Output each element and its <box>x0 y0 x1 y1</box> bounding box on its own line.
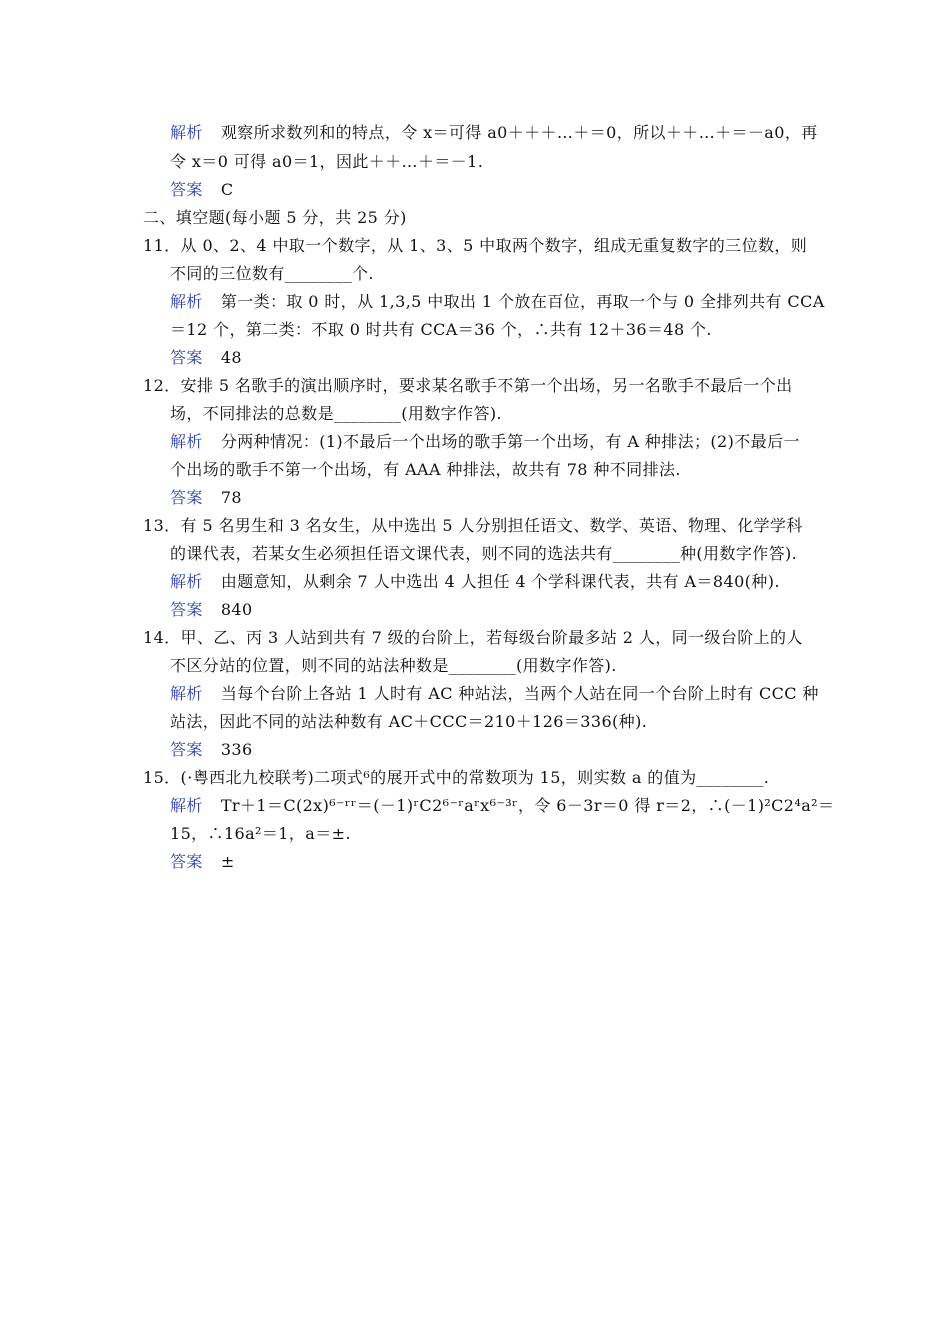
q14-answer <box>170 739 253 761</box>
q15-analysis-line1 <box>170 795 834 817</box>
analysis-text: 由题意知，从剩余 7 人中选出 4 人担任 4 个学科课代表，共有 A＝840(种). <box>220 572 780 591</box>
section-heading: 二、填空题(每小题 5 分，共 25 分) <box>143 208 407 227</box>
q11-analysis-line1 <box>170 291 825 313</box>
q13-answer <box>170 599 253 621</box>
analysis-text: Tr＋1＝C(2x)⁶⁻ʳʳ＝(－1)ʳC2⁶⁻ʳaʳx⁶⁻³ʳ，令 6－3r＝0 得 r＝2，∴(－1)²C2⁴a²＝ <box>220 796 835 815</box>
analysis-label: 解析 <box>170 123 203 142</box>
q12-analysis-line1 <box>170 431 800 453</box>
answer-label: 答案 <box>170 740 203 759</box>
q12-analysis-line2: 个出场的歌手不第一个出场，有 AAA 种排法，故共有 78 种不同排法. <box>170 460 681 479</box>
q13-question-line1: 13．有 5 名男生和 3 名女生，从中选出 5 人分别担任语文、数学、英语、物理、化学学科 <box>143 516 803 535</box>
analysis-label: 解析 <box>170 796 203 815</box>
q10-analysis-line1 <box>170 122 818 144</box>
q12-question-line2: 场，不同排法的总数是________(用数字作答). <box>170 404 502 423</box>
q14-question-line2: 不区分站的位置，则不同的站法种数是________(用数字作答). <box>170 656 617 675</box>
answer-value: 78 <box>220 488 242 507</box>
analysis-text: 分两种情况：(1)不最后一个出场的歌手第一个出场，有 A 种排法；(2)不最后一 <box>220 432 800 451</box>
analysis-text: 当每个台阶上各站 1 人时有 AC 种站法，当两个人站在同一个台阶上时有 CCC 种 <box>220 684 819 703</box>
analysis-text: 第一类：取 0 时，从 1,3,5 中取出 1 个放在百位，再取一个与 0 全排列共有 CCA <box>220 292 825 311</box>
q11-analysis-line2: ＝12 个，第二类：不取 0 时共有 CCA＝36 个，∴共有 12＋36＝48 个. <box>170 320 712 339</box>
answer-value: ± <box>220 852 235 871</box>
q14-analysis-line1 <box>170 683 819 705</box>
q11-answer <box>170 347 242 369</box>
answer-label: 答案 <box>170 180 203 199</box>
analysis-label: 解析 <box>170 572 203 591</box>
q14-question-line1: 14．甲、乙、丙 3 人站到共有 7 级的台阶上，若每级台阶最多站 2 人，同一级台阶上的人 <box>143 628 803 647</box>
q10-analysis-line2: 令 x＝0 可得 a0＝1，因此＋＋…＋＝－1. <box>170 152 484 171</box>
q13-question-line2: 的课代表，若某女生必须担任语文课代表，则不同的选法共有________种(用数字作答). <box>170 544 798 563</box>
answer-label: 答案 <box>170 600 203 619</box>
q12-question-line1: 12．安排 5 名歌手的演出顺序时，要求某名歌手不第一个出场，另一名歌手不最后一个出 <box>143 376 793 395</box>
answer-label: 答案 <box>170 852 203 871</box>
answer-value: C <box>220 180 234 199</box>
answer-value: 840 <box>220 600 253 619</box>
q14-analysis-line2: 站法，因此不同的站法种数有 AC＋CCC＝210＋126＝336(种). <box>170 712 648 731</box>
q13-analysis-line1 <box>170 571 780 593</box>
q15-analysis-line2: 15，∴16a²＝1，a＝±. <box>170 824 351 843</box>
q12-answer <box>170 487 242 509</box>
analysis-label: 解析 <box>170 292 203 311</box>
q10-answer <box>170 179 233 201</box>
answer-label: 答案 <box>170 348 203 367</box>
analysis-label: 解析 <box>170 684 203 703</box>
q11-question-line1: 11．从 0、2、4 中取一个数字，从 1、3、5 中取两个数字，组成无重复数字的三位数，则 <box>143 236 808 255</box>
analysis-label: 解析 <box>170 432 203 451</box>
answer-value: 48 <box>220 348 242 367</box>
answer-value: 336 <box>220 740 253 759</box>
answer-label: 答案 <box>170 488 203 507</box>
q15-question-line1: 15．(·粤西北九校联考)二项式⁶的展开式中的常数项为 15，则实数 a 的值为________. <box>143 768 770 787</box>
analysis-text: 观察所求数列和的特点，令 x＝可得 a0＋＋＋…＋＝0，所以＋＋…＋＝－a0，再 <box>220 123 818 142</box>
q11-question-line2: 不同的三位数有________个. <box>170 264 374 283</box>
q15-answer <box>170 851 235 873</box>
